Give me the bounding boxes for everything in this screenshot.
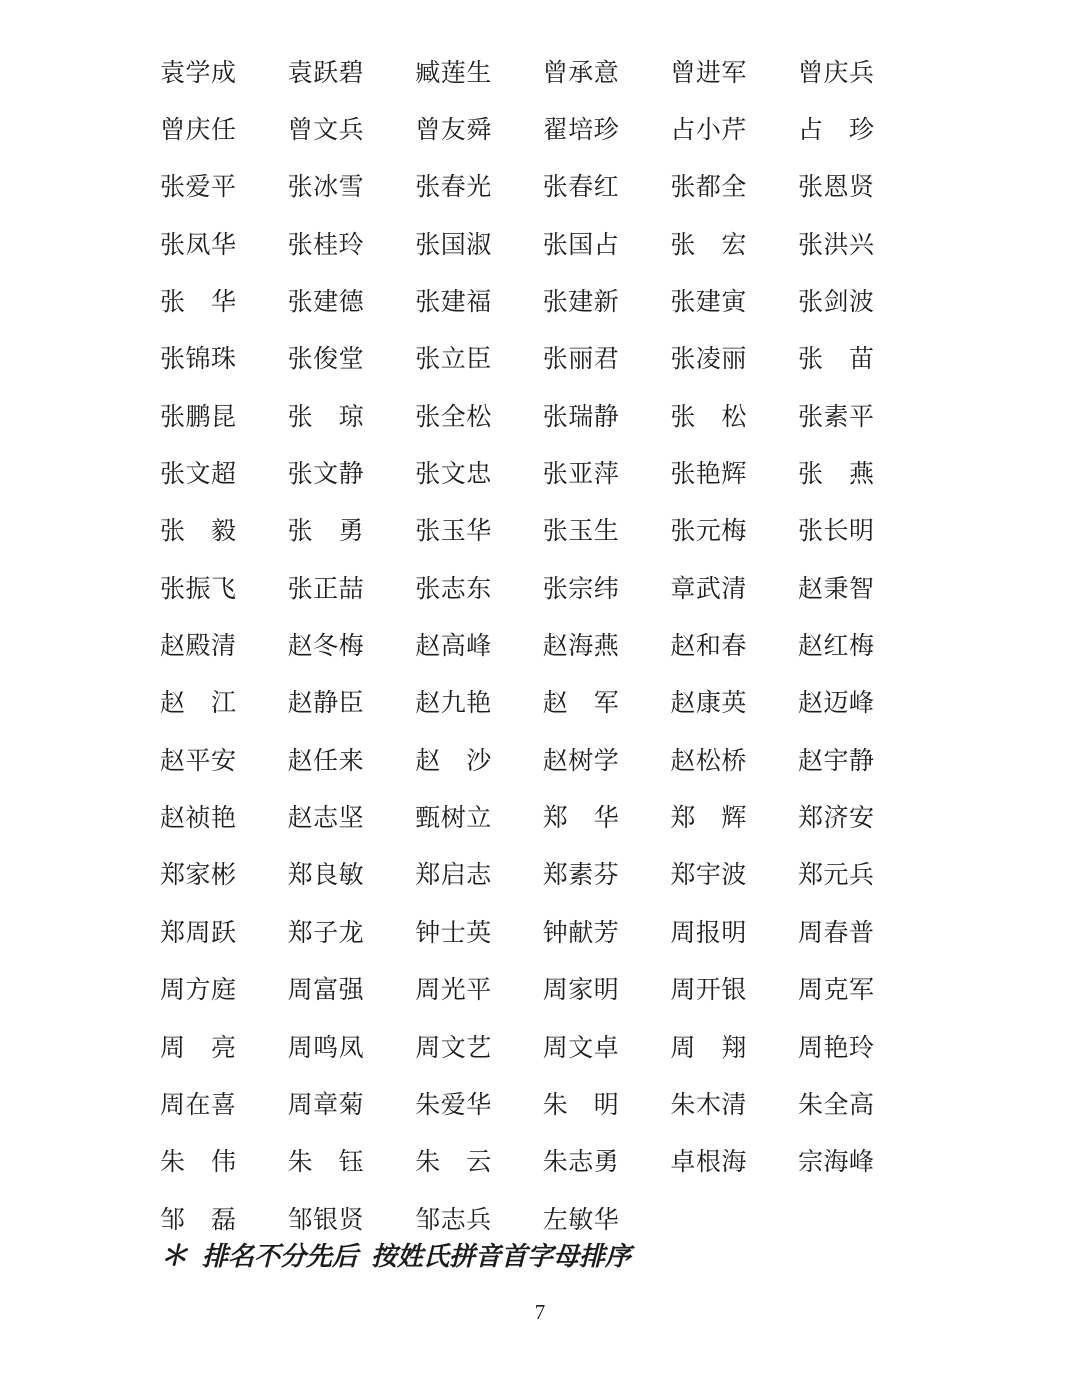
name-cell: 张亚萍 [542, 461, 620, 489]
name-cell: 曾文兵 [287, 117, 365, 145]
name-cell: 周开银 [670, 977, 747, 1005]
name-cell: 张丽君 [542, 346, 620, 374]
name-cell: 张正喆 [287, 575, 365, 603]
name-cell: 张文超 [160, 461, 237, 489]
name-cell: 赵海燕 [542, 633, 620, 661]
name-cell: 赵宇静 [797, 747, 875, 775]
name-cell: 张建福 [415, 289, 492, 317]
name-cell: 郑济安 [797, 805, 875, 833]
name-cell: 占 珍 [797, 117, 875, 145]
name-cell: 周文卓 [542, 1034, 620, 1062]
name-cell: 张 毅 [160, 518, 237, 546]
name-cell: 张春红 [542, 174, 620, 202]
name-cell: 张春光 [415, 174, 492, 202]
name-cell: 周在喜 [160, 1091, 237, 1119]
name-cell: 张国占 [542, 231, 620, 259]
name-cell: 赵红梅 [797, 633, 875, 661]
name-cell: 周 亮 [160, 1034, 237, 1062]
name-cell: 张国淑 [415, 231, 492, 259]
name-cell: 朱 钰 [287, 1149, 365, 1177]
name-cell: 周富强 [287, 977, 365, 1005]
name-cell: 张凤华 [160, 231, 237, 259]
name-cell: 赵冬梅 [287, 633, 365, 661]
name-cell: 张宗纬 [542, 575, 620, 603]
name-cell: 钟献芳 [542, 919, 620, 947]
name-cell: 周报明 [670, 919, 747, 947]
name-cell: 张全松 [415, 403, 492, 431]
name-cell: 张桂玲 [287, 231, 365, 259]
name-cell: 郑 华 [542, 805, 620, 833]
name-cell: 章武清 [670, 575, 747, 603]
name-cell: 周 翔 [670, 1034, 747, 1062]
name-cell: 钟士英 [415, 919, 492, 947]
name-cell: 张玉华 [415, 518, 492, 546]
name-cell: 郑子龙 [287, 919, 365, 947]
name-cell: 张素平 [797, 403, 875, 431]
name-cell: 张洪兴 [797, 231, 875, 259]
name-cell: 郑家彬 [160, 862, 237, 890]
page-number: 7 [534, 1300, 546, 1324]
name-cell: 周方庭 [160, 977, 237, 1005]
name-cell: 曾进军 [670, 59, 747, 87]
name-cell: 赵 军 [542, 690, 620, 718]
name-cell: 翟培珍 [542, 117, 620, 145]
name-cell: 赵高峰 [415, 633, 492, 661]
name-cell: 卓根海 [670, 1149, 747, 1177]
name-cell: 张 苗 [797, 346, 875, 374]
name-cell: 赵秉智 [797, 575, 875, 603]
name-cell: 周克军 [797, 977, 875, 1005]
name-cell: 张爱平 [160, 174, 237, 202]
name-cell: 张建新 [542, 289, 620, 317]
name-cell: 张鹏昆 [160, 403, 237, 431]
name-cell: 赵任来 [287, 747, 365, 775]
name-cell: 甄树立 [415, 805, 492, 833]
name-cell: 邹志兵 [415, 1206, 492, 1234]
name-cell: 朱 明 [542, 1091, 620, 1119]
name-cell: 张 勇 [287, 518, 365, 546]
name-cell: 张剑波 [797, 289, 875, 317]
name-cell: 周春普 [797, 919, 875, 947]
name-cell: 赵 沙 [415, 747, 492, 775]
name-cell: 宗海峰 [797, 1149, 875, 1177]
name-cell: 袁跃碧 [287, 59, 365, 87]
name-cell: 周章菊 [287, 1091, 365, 1119]
footnote [160, 1234, 631, 1274]
name-cell: 张冰雪 [287, 174, 365, 202]
name-cell: 占小芹 [670, 117, 747, 145]
name-cell: 郑素芬 [542, 862, 620, 890]
name-cell: 张建寅 [670, 289, 747, 317]
name-cell: 周鸣凤 [287, 1034, 365, 1062]
name-grid [160, 42, 926, 1246]
name-cell: 周光平 [415, 977, 492, 1005]
name-cell: 左敏华 [542, 1206, 620, 1234]
name-cell: 张 宏 [670, 231, 747, 259]
name-cell: 张艳辉 [670, 461, 747, 489]
footnote-asterisk-marker: ＊ [160, 1241, 189, 1272]
name-cell: 曾友舜 [415, 117, 492, 145]
name-cell: 郑良敏 [287, 862, 365, 890]
name-cell: 邹 磊 [160, 1206, 237, 1234]
name-cell: 张恩贤 [797, 174, 875, 202]
name-cell: 朱 伟 [160, 1149, 237, 1177]
name-cell: 郑 辉 [670, 805, 747, 833]
name-cell: 袁学成 [160, 59, 237, 87]
name-cell: 曾庆任 [160, 117, 237, 145]
name-cell: 张志东 [415, 575, 492, 603]
name-cell: 周艳玲 [797, 1034, 875, 1062]
name-cell: 赵和春 [670, 633, 747, 661]
name-cell: 赵九艳 [415, 690, 492, 718]
name-cell: 张 松 [670, 403, 747, 431]
footnote-text: 排名不分先后 按姓氏拼音首字母排序 [202, 1242, 632, 1271]
name-cell: 朱 云 [415, 1149, 492, 1177]
name-cell: 赵迈峰 [797, 690, 875, 718]
name-cell: 张锦珠 [160, 346, 237, 374]
name-cell: 赵平安 [160, 747, 237, 775]
name-cell: 张文静 [287, 461, 365, 489]
name-cell: 郑元兵 [797, 862, 875, 890]
name-cell: 邹银贤 [287, 1206, 365, 1234]
name-cell: 朱木清 [670, 1091, 747, 1119]
name-cell: 张立臣 [415, 346, 492, 374]
name-cell: 张凌丽 [670, 346, 747, 374]
name-cell: 赵树学 [542, 747, 620, 775]
name-cell: 张元梅 [670, 518, 747, 546]
name-cell: 张 华 [160, 289, 237, 317]
name-cell: 朱爱华 [415, 1091, 492, 1119]
name-cell: 张文忠 [415, 461, 492, 489]
name-cell: 赵志坚 [287, 805, 365, 833]
name-cell: 张建德 [287, 289, 365, 317]
name-cell: 赵殿清 [160, 633, 237, 661]
name-cell: 曾承意 [542, 59, 620, 87]
name-cell: 张 琼 [287, 403, 365, 431]
name-cell: 张俊堂 [287, 346, 365, 374]
name-cell: 张长明 [797, 518, 875, 546]
name-cell: 赵康英 [670, 690, 747, 718]
name-cell: 张玉生 [542, 518, 620, 546]
name-cell: 张 燕 [797, 461, 875, 489]
name-cell: 周文艺 [415, 1034, 492, 1062]
name-cell: 赵静臣 [287, 690, 365, 718]
name-cell: 张都全 [670, 174, 747, 202]
name-cell: 赵 江 [160, 690, 237, 718]
name-cell: 张振飞 [160, 575, 237, 603]
name-cell: 赵松桥 [670, 747, 747, 775]
name-cell: 朱全高 [797, 1091, 875, 1119]
name-cell: 郑宇波 [670, 862, 747, 890]
name-cell: 郑启志 [415, 862, 492, 890]
name-cell: 张瑞静 [542, 403, 620, 431]
name-cell: 周家明 [542, 977, 620, 1005]
name-cell: 臧莲生 [415, 59, 492, 87]
name-cell: 郑周跃 [160, 919, 237, 947]
name-cell: 曾庆兵 [797, 59, 875, 87]
name-cell: 朱志勇 [542, 1149, 620, 1177]
name-cell: 赵祯艳 [160, 805, 237, 833]
